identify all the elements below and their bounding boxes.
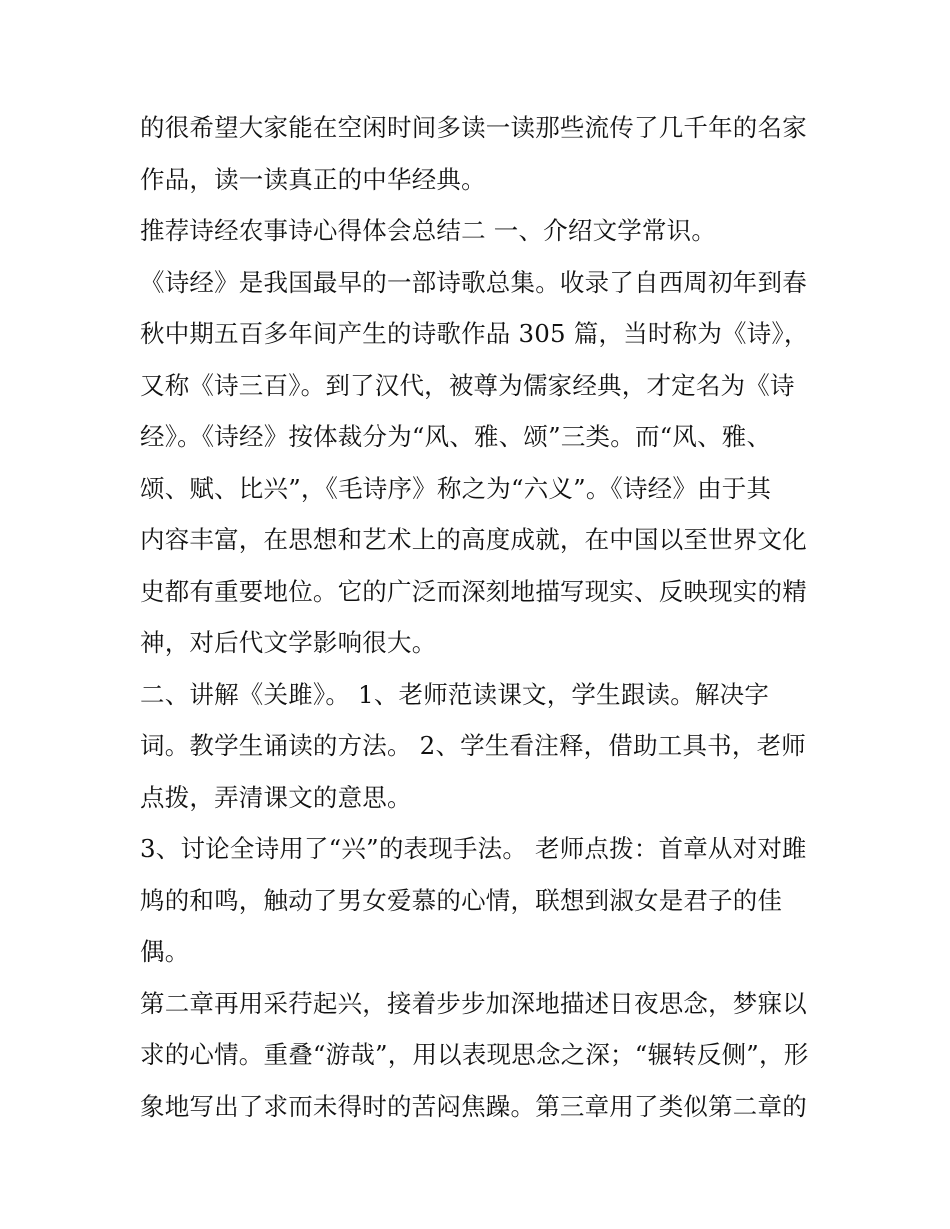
paragraph-second-chapter xyxy=(140,978,820,1133)
text-line: 鸠的和鸣，触动了男女爱慕的心情，联想到淑女是君子的佳 xyxy=(140,885,783,915)
text-line: 词。教学生诵读的方法。 2、学生看注释，借助工具书，老师 xyxy=(140,731,806,760)
text-line: 经》。《诗经》按体裁分为“风、雅、颂”三类。而“风、雅、 xyxy=(140,422,772,451)
text-line: 《诗经》是我国最早的一部诗歌总集。收录了自西周初年到春 xyxy=(140,267,807,297)
text-line: 内容丰富，在思想和艺术上的高度成就，在中国以至世界文化 xyxy=(140,525,807,554)
text-line: 第二章再用采荇起兴，接着步步加深地描述日夜思念，梦寐以 xyxy=(140,988,807,1018)
text-line: 3、讨论全诗用了“兴”的表现手法。 老师点拨：首章从对对雎 xyxy=(140,834,807,863)
text-line: 神，对后代文学影响很大。 xyxy=(140,628,437,657)
text-line: 求的心情。重叠“游哉”，用以表现思念之深；“辗转反侧”，形 xyxy=(140,1040,809,1069)
section-heading xyxy=(140,205,820,257)
paragraph-xing-discussion xyxy=(140,823,820,978)
paragraph-guanju-lecture xyxy=(140,669,820,824)
text-line: 二、讲解《关雎》。 1、老师范读课文，学生跟读。解决字 xyxy=(140,679,770,709)
paragraph-shijing-intro xyxy=(140,257,820,669)
text-line: 偶。 xyxy=(140,937,190,966)
text-line: 的很希望大家能在空闲时间多读一读那些流传了几千年的名家 xyxy=(140,113,807,142)
text-line: 推荐诗经农事诗心得体会总结二 一、介绍文学常识。 xyxy=(140,216,717,245)
text-line: 又称《诗三百》。到了汉代，被尊为儒家经典，才定名为《诗 xyxy=(140,370,795,400)
text-line: 颂、赋、比兴”，《毛诗序》称之为“六义”。《诗经》由于其 xyxy=(140,473,772,503)
text-line: 史都有重要地位。它的广泛而深刻地描写现实、反映现实的精 xyxy=(140,576,807,606)
text-line: 秋中期五百多年间产生的诗歌作品 305 篇，当时称为《诗》， xyxy=(140,319,809,348)
paragraph-closing-remark xyxy=(140,102,820,205)
document-body xyxy=(140,102,820,1132)
text-line: 点拨，弄清课文的意思。 xyxy=(140,782,412,812)
text-line: 作品，读一读真正的中华经典。 xyxy=(140,164,486,194)
text-line: 象地写出了求而未得时的苦闷焦躁。第三章用了类似第二章的 xyxy=(140,1091,807,1121)
